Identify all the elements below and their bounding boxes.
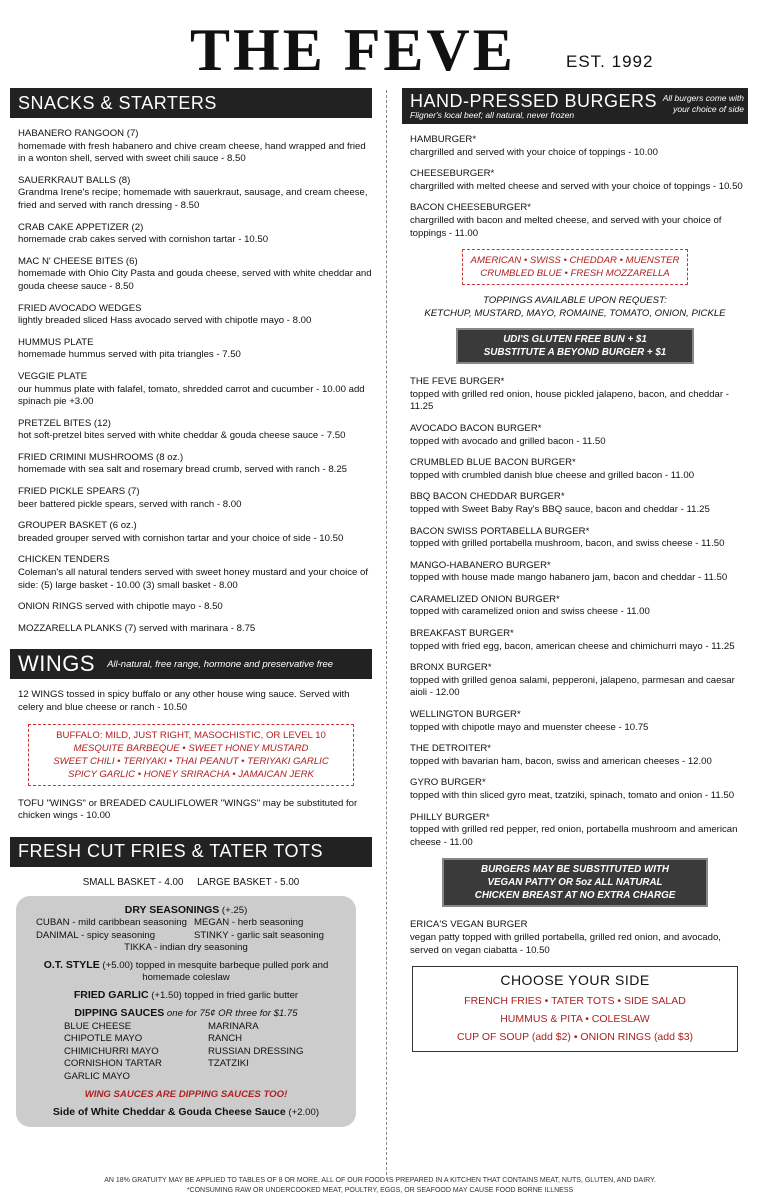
side-line: CUP OF SOUP (add $2) • ONION RINGS (add $3)	[456, 1031, 694, 1044]
item-desc: topped with Sweet Baby Ray's BBQ sauce, bacon and cheddar - 11.25	[410, 503, 710, 515]
sauce-line: SPICY GARLIC • HONEY SRIRACHA • JAMAICAN JERK	[68, 768, 314, 780]
item-name: MAC N' CHEESE BITES (6)	[18, 255, 138, 267]
item-name: HAMBURGER*	[410, 134, 477, 145]
item-name: CHICKEN TENDERS	[18, 554, 110, 566]
column-divider	[386, 90, 387, 1180]
side-line: HUMMUS & PITA • COLESLAW	[500, 1013, 650, 1026]
dip-sauce: MARINARA	[208, 1020, 259, 1032]
substitution-box	[456, 328, 694, 364]
specialty-burgers-list	[402, 376, 748, 849]
sauce-line: SWEET CHILI • TERIYAKI • THAI PEANUT • TERIYAKI GARLIC	[53, 755, 329, 767]
fries-options-box	[16, 896, 356, 1128]
dipping-sauces-title: DIPPING SAUCES	[74, 1007, 165, 1020]
item-name: FRIED PICKLE SPEARS (7)	[18, 486, 140, 498]
dip-sauce: RUSSIAN DRESSING	[208, 1045, 304, 1057]
item-name: MOZZARELLA PLANKS (7) served with marinara - 8.75	[18, 622, 256, 634]
section-title: HAND-PRESSED BURGERS	[410, 91, 658, 111]
choose-side-box	[412, 966, 738, 1052]
seasoning: DANIMAL - spicy seasoning	[36, 929, 156, 941]
dip-sauce: CHIPOTLE MAYO	[64, 1033, 143, 1045]
menu-item	[402, 168, 748, 193]
menu-item	[402, 777, 748, 802]
ot-style-desc: (+5.00) topped in mesquite barbeque pulled pork and homemade coleslaw	[99, 959, 329, 984]
item-desc: hot soft-pretzel bites served with white cheddar & gouda cheese sauce - 7.50	[18, 430, 346, 442]
buffalo-levels: BUFFALO: MILD, JUST RIGHT, MASOCHISTIC, OR LEVEL 10	[56, 729, 326, 741]
choose-side-title: CHOOSE YOUR SIDE	[500, 972, 650, 989]
wings-header	[10, 649, 372, 679]
menu-item	[402, 662, 748, 700]
menu-item	[10, 520, 372, 545]
item-desc: topped with caramelized onion and swiss cheese - 11.00	[410, 606, 650, 618]
seasoning: STINKY - garlic salt seasoning	[194, 929, 324, 941]
item-name: HABANERO RANGOON (7)	[18, 128, 139, 139]
item-desc: beer battered pickle spears, served with ranch - 8.00	[18, 498, 242, 510]
vegan-note-line: VEGAN PATTY OR 5oz ALL NATURAL	[487, 877, 663, 889]
item-desc: topped with grilled red onion, house pickled jalapeno, bacon, and cheddar - 11.25	[410, 388, 729, 413]
menu-item	[402, 594, 748, 619]
menu-item	[402, 376, 748, 414]
item-name: WELLINGTON BURGER*	[410, 709, 521, 721]
menu-item	[402, 628, 748, 653]
item-desc: topped with crumbled danish blue cheese and grilled bacon - 11.00	[410, 469, 695, 481]
menu-item	[402, 491, 748, 516]
menu-item	[402, 560, 748, 585]
item-desc: homemade crab cakes served with cornishon tartar - 10.50	[18, 234, 269, 246]
seasoning: CUBAN - mild caribbean seasoning	[36, 917, 187, 929]
dry-seasonings-grid	[26, 917, 346, 942]
section-title: WINGS	[18, 651, 96, 677]
cheese-sauce-price: (+2.00)	[285, 1106, 320, 1118]
vegan-note-line: CHICKEN BREAST AT NO EXTRA CHARGE	[474, 890, 676, 902]
snacks-list	[10, 128, 372, 635]
item-desc: topped with avocado and grilled bacon - 11.50	[410, 435, 606, 447]
sub-line: SUBSTITUTE A BEYOND BURGER + $1	[483, 347, 667, 359]
seasoning: MEGAN - herb seasoning	[194, 917, 304, 929]
basic-burgers-list	[402, 134, 748, 240]
item-name: SAUERKRAUT BALLS (8)	[18, 174, 131, 186]
menu-item	[402, 709, 748, 734]
item-name: THE DETROITER*	[410, 743, 492, 755]
toppings-note	[402, 295, 748, 320]
dip-sauce: CHIMICHURRI MAYO	[64, 1045, 159, 1057]
item-name: ONION RINGS served with chipotle mayo - 8.50	[18, 601, 223, 613]
dip-sauce: CORNISHON TARTAR	[64, 1058, 162, 1070]
wing-sauce-note: WING SAUCES ARE DIPPING SAUCES TOO!	[84, 1089, 288, 1101]
item-name: FRIED CRIMINI MUSHROOMS (8 oz.)	[18, 451, 184, 463]
item-name: FRIED AVOCADO WEDGES	[18, 302, 142, 314]
item-desc: chargrilled and served with your choice of toppings - 10.00	[410, 146, 658, 158]
item-desc: homemade hummus served with pita triangles - 7.50	[18, 349, 241, 361]
menu-item	[402, 919, 748, 957]
side-note: All burgers come with your choice of side	[662, 93, 744, 114]
toppings-line: KETCHUP, MUSTARD, MAYO, ROMAINE, TOMATO, ONION, PICKLE	[424, 307, 726, 319]
menu-item	[10, 418, 372, 443]
section-subtitle: Fligner's local beef; all natural, never frozen	[410, 110, 575, 120]
item-name: CHEESEBURGER*	[410, 168, 495, 180]
item-desc: breaded grouper served with cornishon tartar and your choice of side - 10.50	[18, 532, 344, 544]
item-name: ERICA'S VEGAN BURGER	[410, 919, 528, 931]
item-name: CRUMBLED BLUE BACON BURGER*	[410, 457, 576, 469]
menu-item	[402, 134, 748, 159]
item-name: BACON CHEESEBURGER*	[410, 202, 532, 214]
item-name: MANGO-HABANERO BURGER*	[410, 559, 551, 571]
item-name: CRAB CAKE APPETIZER (2)	[18, 221, 144, 233]
menu-item	[10, 303, 372, 328]
basket-prices: SMALL BASKET - 4.00 LARGE BASKET - 5.00	[82, 876, 300, 888]
menu-item	[10, 486, 372, 511]
dipping-sauces-grid	[26, 1021, 346, 1084]
item-desc: Grandma Irene's recipe; homemade with sauerkraut, sausage, and cream cheese, fried and served with ranch dressing - 8.50	[18, 187, 368, 211]
masthead	[0, 18, 760, 82]
item-name: THE FEVE BURGER*	[410, 376, 505, 388]
menu-item	[10, 554, 372, 592]
vegan-note-line: BURGERS MAY BE SUBSTITUTED WITH	[481, 864, 669, 876]
burgers-header	[402, 88, 748, 124]
menu-item	[10, 337, 372, 362]
item-desc: homemade with fresh habanero and chive cream cheese, hand wrapped and fried in a wonton shell, served with sweet chili sauce - 8.50	[18, 140, 366, 165]
section-subtitle: All-natural, free range, hormone and preservative free	[107, 658, 334, 670]
left-column	[10, 88, 372, 1127]
dip-sauce: BLUE CHEESE	[64, 1020, 132, 1032]
footer-disclaimer	[0, 1176, 760, 1196]
item-name: PRETZEL BITES (12)	[18, 417, 111, 429]
snacks-header	[10, 88, 372, 118]
item-desc: Coleman's all natural tenders served with sweet honey mustard and your choice of side: (5) large basket - 10.00 (3) small basket - 8.00	[18, 567, 369, 591]
item-desc: lightly breaded sliced Hass avocado served with chipotle mayo - 8.00	[18, 315, 312, 327]
item-desc: topped with fried egg, bacon, american cheese and chimichurri mayo - 11.25	[410, 640, 735, 652]
menu-item	[10, 623, 372, 636]
vegan-substitution-box	[442, 858, 708, 907]
menu-item	[402, 423, 748, 448]
item-desc: homemade with sea salt and rosemary bread crumb, served with ranch - 8.25	[18, 464, 348, 476]
seasoning: TIKKA - indian dry seasoning	[124, 942, 248, 954]
item-name: AVOCADO BACON BURGER*	[410, 422, 542, 434]
tofu-wings-note: TOFU "WINGS" or BREADED CAULIFLOWER "WINGS" may be substituted for chicken wings - 10.00	[18, 797, 358, 822]
item-name: BBQ BACON CHEDDAR BURGER*	[410, 491, 565, 503]
item-name: VEGGIE PLATE	[18, 370, 88, 382]
item-desc: chargrilled with melted cheese and served with your choice of toppings - 10.50	[410, 180, 743, 192]
established-year: EST. 1992	[566, 52, 654, 71]
item-desc: topped with house made mango habanero jam, bacon and cheddar - 11.50	[410, 572, 728, 584]
right-column	[402, 88, 748, 1052]
menu-item	[10, 371, 372, 409]
item-name: GROUPER BASKET (6 oz.)	[18, 520, 137, 532]
cheese-line: AMERICAN • SWISS • CHEDDAR • MUENSTER	[470, 255, 680, 267]
cheese-options-box	[462, 249, 688, 285]
footer-line: *CONSUMING RAW OR UNDERCOOKED MEAT, POULTRY, EGGS, OR SEAFOOD MAY CAUSE FOOD BORNE ILLNESS	[186, 1187, 574, 1194]
item-desc: topped with thin sliced gyro meat, tzatziki, spinach, tomato and onion - 11.50	[410, 790, 735, 801]
item-name: BREAKFAST BURGER*	[410, 628, 514, 640]
item-name: BRONX BURGER*	[410, 662, 492, 674]
dip-sauce: RANCH	[208, 1033, 243, 1045]
sauce-line: MESQUITE BARBEQUE • SWEET HONEY MUSTARD	[73, 742, 309, 754]
item-name: PHILLY BURGER*	[410, 811, 490, 823]
fries-header	[10, 837, 372, 867]
menu-item	[402, 202, 748, 240]
menu-item	[10, 452, 372, 477]
item-desc: topped with bavarian ham, bacon, swiss and american cheeses - 12.00	[410, 755, 712, 767]
restaurant-title: THE FEVE	[190, 17, 516, 83]
item-name: HUMMUS PLATE	[18, 336, 94, 348]
item-desc: our hummus plate with falafel, tomato, shredded carrot and cucumber - 10.00 add spinach pie +3.00	[18, 383, 365, 408]
footer-line: AN 18% GRATUITY MAY BE APPLIED TO TABLES OF 8 OR MORE. ALL OF OUR FOOD IS PREPARED IN A KITCHEN THAT CONTAINS MEAT, NUTS, GLUTEN, AND DAIRY.	[104, 1177, 656, 1184]
dip-sauce: TZATZIKI	[208, 1058, 249, 1070]
ot-style-title: O.T. STYLE	[43, 958, 100, 971]
menu-item	[402, 812, 748, 850]
fried-garlic-title: FRIED GARLIC	[73, 988, 149, 1001]
item-desc: topped with grilled red pepper, red onion, portabella mushroom and american cheese - 11.00	[410, 824, 738, 848]
toppings-line: TOPPINGS AVAILABLE UPON REQUEST:	[483, 295, 667, 307]
menu-item	[10, 222, 372, 247]
item-desc: homemade with Ohio City Pasta and gouda cheese, served with white cheddar and gouda cheese sauce - 8.50	[18, 268, 372, 292]
dipping-sauces-price: one for 75¢ OR three for $1.75	[164, 1008, 298, 1020]
wing-sauce-box	[28, 724, 354, 786]
menu-item	[10, 601, 372, 614]
item-desc: chargrilled with bacon and melted cheese, and served with your choice of toppings - 11.00	[410, 214, 722, 239]
menu-item	[402, 743, 748, 768]
cheese-line: CRUMBLED BLUE • FRESH MOZZARELLA	[480, 268, 670, 280]
wings-description: 12 WINGS tossed in spicy buffalo or any other house wing sauce. Served with celery and blue cheese or ranch - 10.50	[18, 689, 350, 713]
sub-line: UDI'S GLUTEN FREE BUN + $1	[503, 334, 647, 346]
item-desc: topped with grilled genoa salami, pepperoni, jalapeno, parmesan and caesar aioli - 12.00	[410, 674, 735, 699]
menu-item	[402, 457, 748, 482]
item-name: BACON SWISS PORTABELLA BURGER*	[410, 525, 590, 537]
menu-item	[10, 256, 372, 294]
cheese-sauce-title: Side of White Cheddar & Gouda Cheese Sauce	[52, 1105, 286, 1118]
item-desc: topped with chipotle mayo and muenster cheese - 10.75	[410, 721, 649, 733]
dry-seasonings-title: DRY SEASONINGS	[124, 903, 220, 916]
item-name: CARAMELIZED ONION BURGER*	[410, 593, 560, 605]
side-line: FRENCH FRIES • TATER TOTS • SIDE SALAD	[464, 995, 686, 1008]
item-name: GYRO BURGER*	[410, 777, 486, 789]
item-desc: vegan patty topped with grilled portabella, grilled red onion, and avocado, served on vegan ciabatta - 10.50	[410, 931, 721, 956]
dry-seasonings-price: (+.25)	[219, 904, 248, 916]
menu-item	[10, 128, 372, 166]
menu-item	[402, 526, 748, 551]
item-desc: topped with grilled portabella mushroom, bacon, and swiss cheese - 11.50	[410, 538, 725, 550]
dip-sauce: GARLIC MAYO	[64, 1070, 130, 1082]
section-title: SNACKS & STARTERS	[18, 92, 217, 113]
menu-item	[10, 175, 372, 213]
fried-garlic-desc: (+1.50) topped in fried garlic butter	[148, 989, 299, 1001]
section-title: FRESH CUT FRIES & TATER TOTS	[18, 841, 324, 862]
